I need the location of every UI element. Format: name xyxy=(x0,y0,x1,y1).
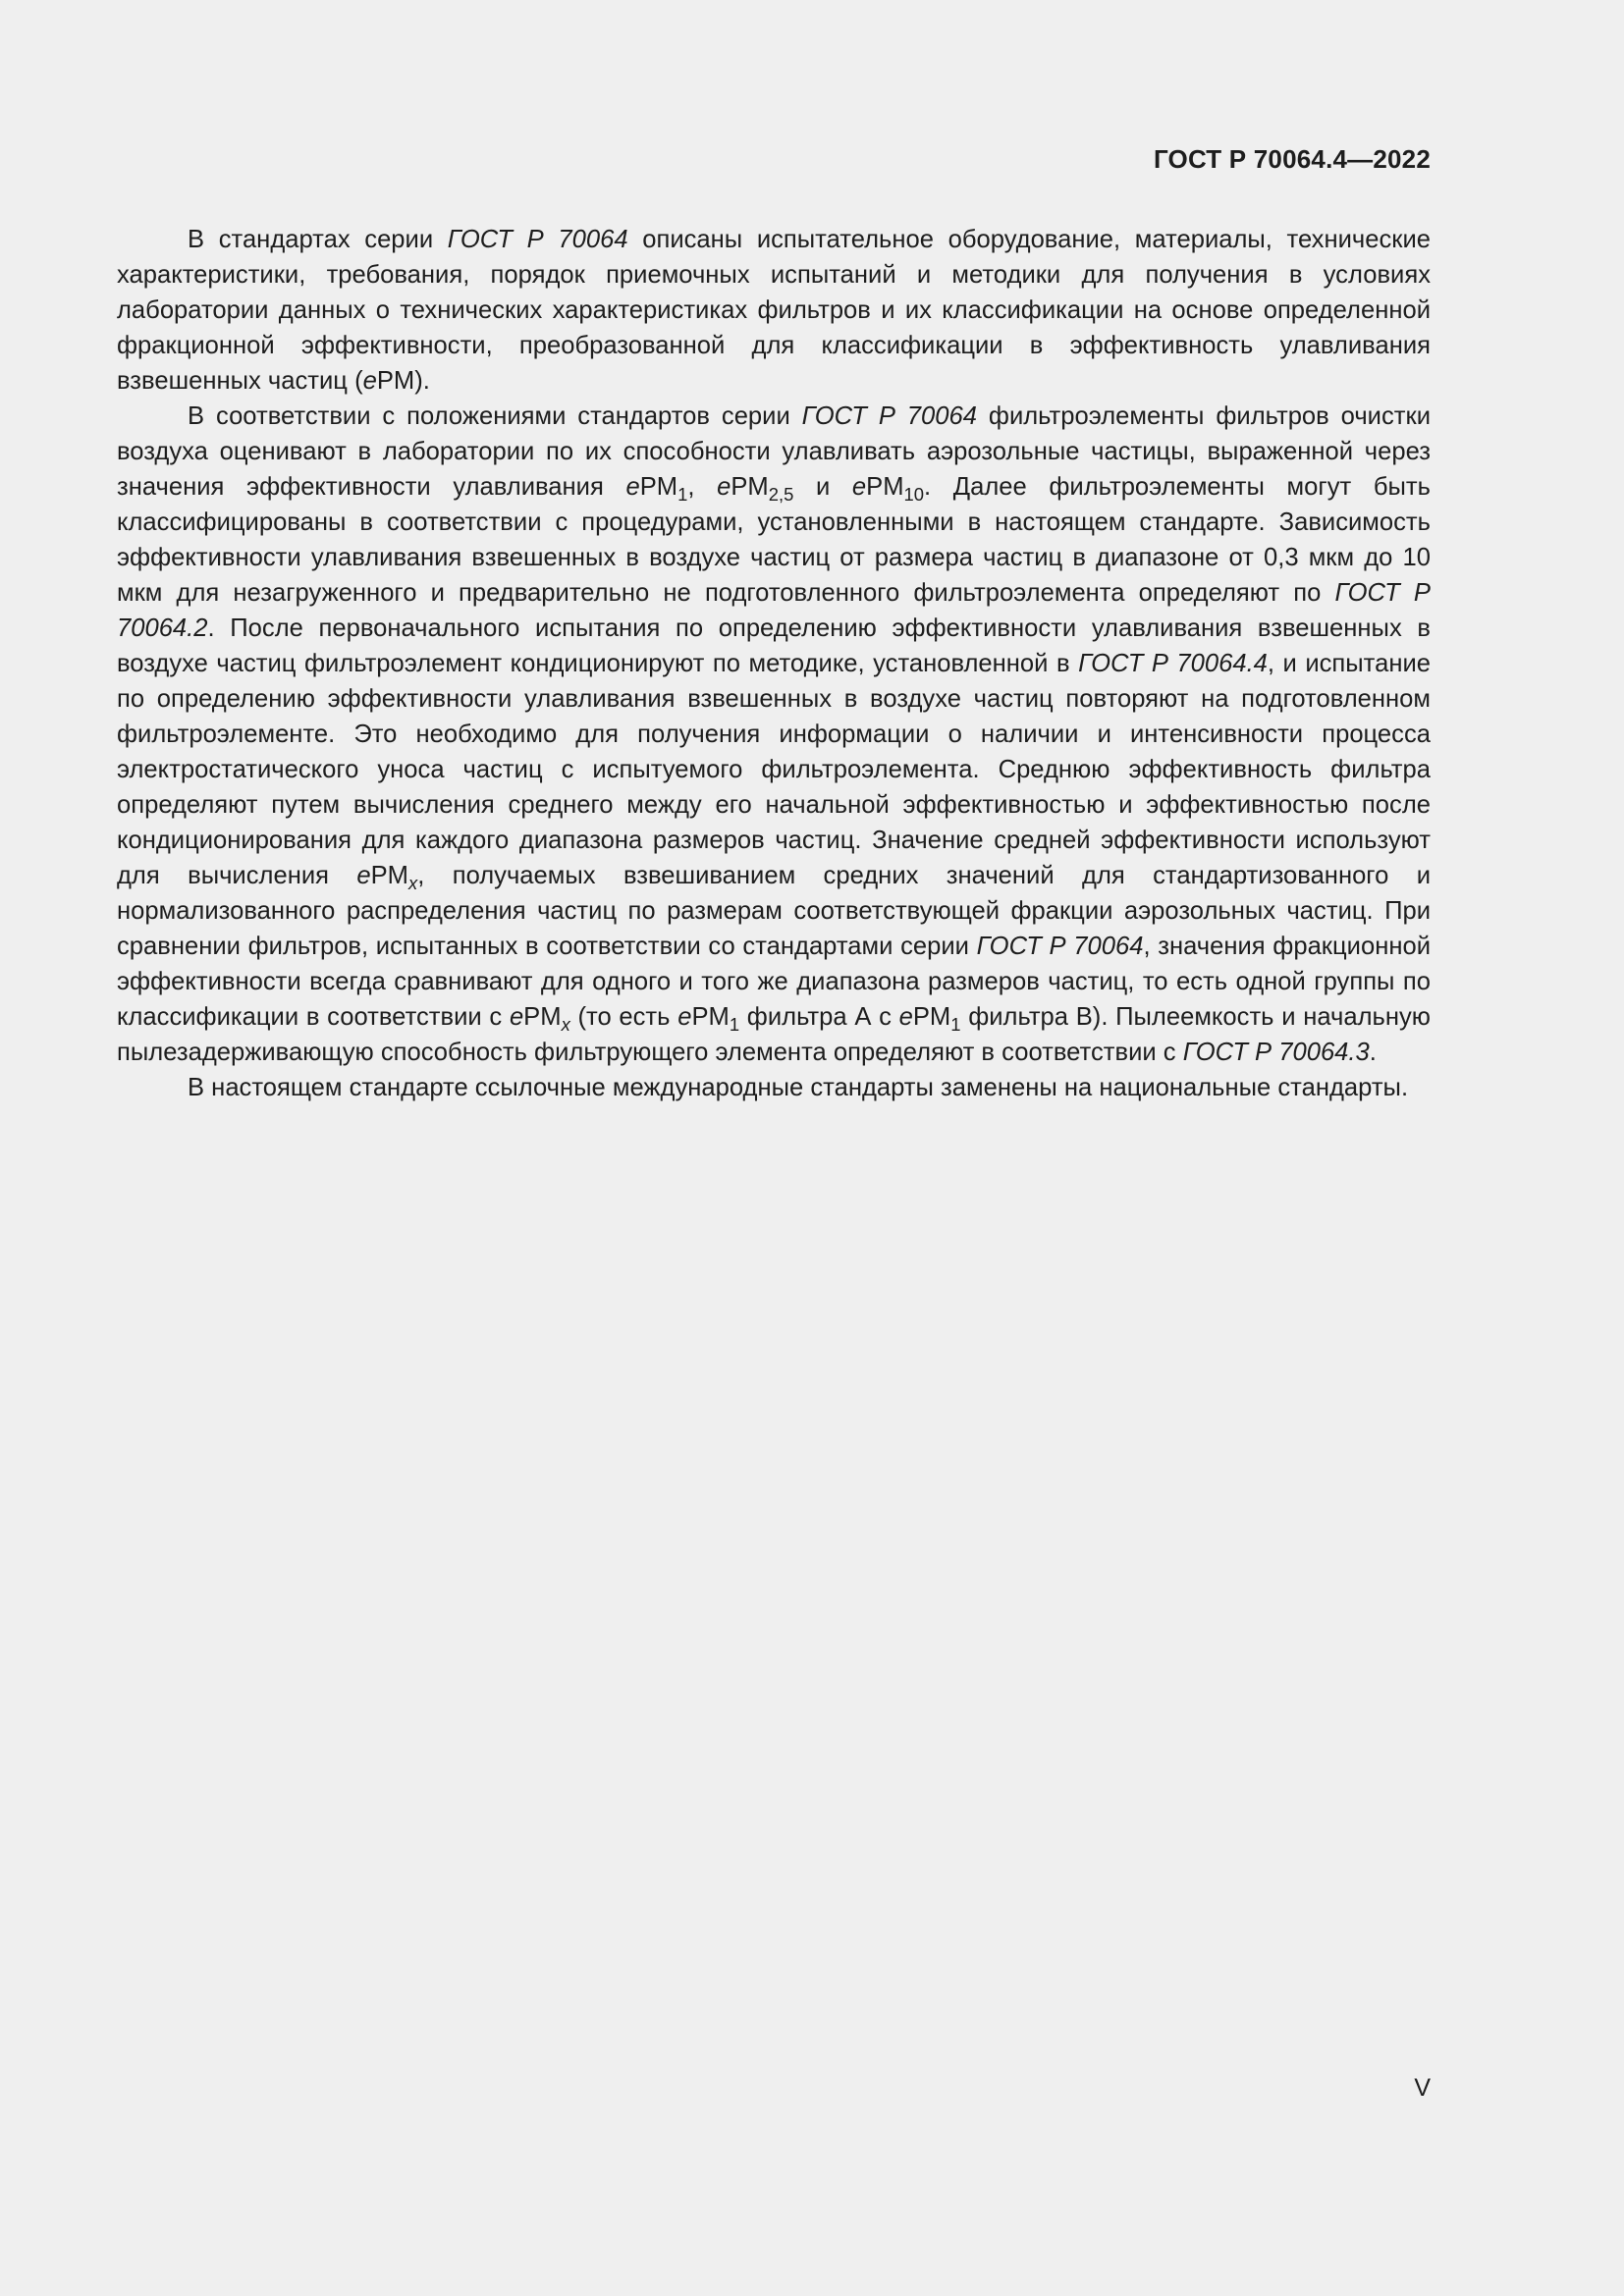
epm-term: ePM$_{10}$ xyxy=(851,473,925,506)
text-run: . Далее фильтроэлементы могут быть классифицированы в соответствии с процедурами, установленными в настоящем стандарте. Зависимость эффективности улавливания взвешенных в воздухе частиц от размера частиц в диапазоне от 0,3 мкм до 10 мкм для незагруженного и предварительно не подготовленного фильтроэлемента определяют по xyxy=(117,473,1431,607)
standard-reference: ГОСТ Р 70064.3 xyxy=(1182,1039,1370,1066)
text-run: и xyxy=(793,473,852,501)
standard-reference: ГОСТ Р 70064 xyxy=(447,226,628,253)
text-run: , получаемых взвешиванием средних значений для стандартизованного и нормализованного распределения частиц по размерам соответствующей фракции аэрозольных частиц. При сравнении фильтров, испытанных в соответствии со стандартами серии xyxy=(117,862,1431,960)
paragraph xyxy=(117,222,1431,399)
epm-term: ePM xyxy=(362,367,415,395)
standard-reference: ГОСТ Р 70064.4 xyxy=(1078,650,1268,677)
text-run: , xyxy=(687,473,718,501)
standard-reference: ГОСТ Р 70064 xyxy=(976,933,1144,960)
text-run: В соответствии с положениями стандартов серии xyxy=(188,402,802,430)
document-body xyxy=(117,222,1431,1105)
text-run: . xyxy=(1369,1039,1377,1066)
text-run: фильтра В). Пылеемкость и начальную пылезадерживающую способность фильтрующего элемента определяют в соответствии с xyxy=(117,1003,1431,1066)
text-run: , значения фракционной эффективности всегда сравнивают для одного и того же диапазона размеров частиц, то есть одной группы по классификации в соответствии с xyxy=(117,933,1431,1031)
epm-term: ePM$_x$ xyxy=(509,1003,570,1036)
epm-term: ePM$_{2,5}$ xyxy=(717,473,794,506)
epm-term: ePM$_x$ xyxy=(356,862,418,894)
paragraph xyxy=(117,1070,1431,1105)
text-run: В стандартах серии xyxy=(188,226,448,253)
epm-term: ePM$_1$ xyxy=(625,473,688,506)
epm-term: ePM$_1$ xyxy=(898,1003,961,1036)
document-id-header: ГОСТ Р 70064.4—2022 xyxy=(1153,144,1431,174)
text-run: фильтра А с xyxy=(739,1003,899,1031)
epm-term: ePM$_1$ xyxy=(677,1003,740,1036)
paragraph xyxy=(117,399,1431,1070)
standard-reference: ГОСТ Р 70064.2 xyxy=(117,579,1431,642)
text-run: . После первоначального испытания по определению эффективности улавливания взвешенных в воздухе частиц фильтроэлемент кондиционируют по методике, установленной в xyxy=(117,614,1431,677)
text-run: описаны испытательное оборудование, материалы, технические характеристики, требования, порядок приемочных испытаний и методики для получения в условиях лаборатории данных о технических характеристиках фильтров и их классификации на основе определенной фракционной эффективности, преобразованной для классификации в эффективность улавливания взвешенных частиц ( xyxy=(117,226,1431,395)
page-number: V xyxy=(1414,2074,1431,2102)
text-run: , и испытание по определению эффективности улавливания взвешенных в воздухе частиц повторяют на подготовленном фильтроэлементе. Это необходимо для получения информации о наличии и интенсивности процесса электростатического уноса частиц с испытуемого фильтроэлемента. Среднюю эффективность фильтра определяют путем вычисления среднего между его начальной эффективностью и эффективностью после кондиционирования для каждого диапазона размеров частиц. Значение средней эффективности используют для вычисления xyxy=(117,650,1432,889)
text-run: фильтроэлементы фильтров очистки воздуха оценивают в лаборатории по их способности улавливать аэрозольные частицы, выраженной через значения эффективности улавливания xyxy=(117,402,1431,501)
text-run: ). xyxy=(414,367,430,395)
text-run: В настоящем стандарте ссылочные международные стандарты заменены на национальные стандарты. xyxy=(188,1074,1409,1101)
standard-reference: ГОСТ Р 70064 xyxy=(801,402,977,430)
text-run: (то есть xyxy=(569,1003,678,1031)
